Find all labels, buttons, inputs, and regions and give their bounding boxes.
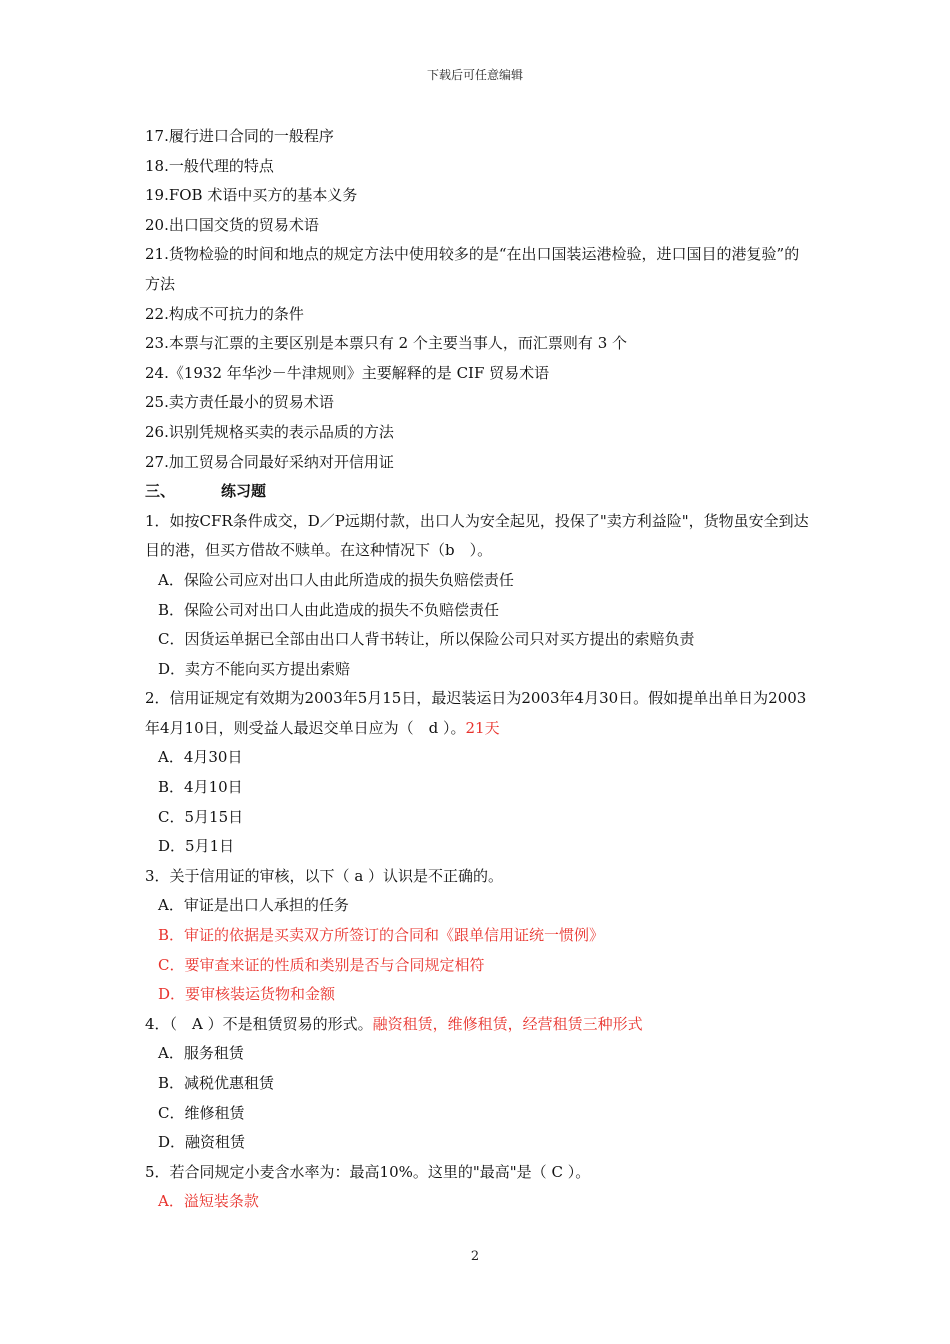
list-item: 22.构成不可抗力的条件 (145, 304, 304, 323)
answer-option: C．维修租赁 (158, 1103, 245, 1122)
answer-option: C．因货运单据已全部由出口人背书转让，所以保险公司只对买方提出的索赔负责 (158, 630, 695, 649)
answer-option-highlighted: D．要审核装运货物和金额 (158, 985, 336, 1004)
answer-option: B．保险公司对出口人由此造成的损失不负赔偿责任 (158, 600, 500, 619)
section-title: 练习题 (221, 482, 267, 501)
question-stem: 5．若合同规定小麦含水率为：最高10%。这里的"最高"是（ C ）。 (145, 1162, 591, 1181)
answer-option: A．4月30日 (158, 748, 243, 767)
answer-note: 21天 (465, 718, 500, 737)
answer-option: A．服务租赁 (158, 1044, 244, 1063)
list-item: 23.本票与汇票的主要区别是本票只有 2 个主要当事人，而汇票则有 3 个 (145, 334, 628, 353)
question-stem: 3．关于信用证的审核，以下（ a ）认识是不正确的。 (145, 866, 504, 885)
list-item: 18.一般代理的特点 (145, 156, 274, 175)
list-item: 25.卖方责任最小的贸易术语 (145, 393, 334, 412)
document-body (145, 122, 810, 1217)
answer-option: B．4月10日 (158, 778, 243, 797)
list-item: 19.FOB 术语中买方的基本义务 (145, 186, 358, 205)
page-number: 2 (470, 1249, 480, 1264)
question-text: 2．信用证规定有效期为2003年5月15日，最迟装运日为2003年4月30日。假如提单出单日为2003年4月10日，则受益人最迟交单日应为（ d ）。 (145, 689, 807, 737)
list-item: 17.履行进口合同的一般程序 (145, 127, 334, 145)
list-item: 24.《1932 年华沙－牛津规则》主要解释的是 CIF 贸易术语 (145, 363, 550, 382)
list-item: 26.识别凭规格买卖的表示品质的方法 (145, 422, 394, 441)
answer-option: C．5月15日 (158, 807, 244, 826)
answer-option: D．融资租赁 (158, 1133, 246, 1152)
answer-option: D．卖方不能向买方提出索赔 (158, 659, 351, 678)
answer-option-highlighted: B．审证的依据是买卖双方所签订的合同和《跟单信用证统一惯例》 (158, 926, 605, 945)
list-item: 27.加工贸易合同最好采纳对开信用证 (145, 452, 394, 471)
page-header: 下载后可任意编辑 (426, 68, 523, 82)
section-number: 三、 (145, 482, 176, 501)
answer-option: D．5月1日 (158, 837, 235, 856)
answer-option-highlighted: A．溢短装条款 (158, 1192, 259, 1211)
question-text: 4．（ A ）不是租赁贸易的形式。 (145, 1014, 373, 1033)
list-item: 21.货物检验的时间和地点的规定方法中使用较多的是“在出口国装运港检验，进口国目的港复验”的方法 (145, 245, 800, 293)
section-heading (145, 477, 810, 507)
answer-option: B．减税优惠租赁 (158, 1074, 275, 1092)
answer-option: A．保险公司应对出口人由此所造成的损失负赔偿责任 (158, 570, 514, 589)
question-stem (145, 1010, 810, 1040)
answer-option-highlighted: C．要审查来证的性质和类别是否与合同规定相符 (158, 955, 485, 974)
list-item: 20.出口国交货的贸易术语 (145, 215, 319, 234)
question-stem (145, 684, 810, 743)
question-stem: 1．如按CFR条件成交，D／P远期付款，出口人为安全起见，投保了"卖方利益险"，货物虽安全到达目的港，但买方借故不赎单。在这种情况下（b ）。 (145, 511, 809, 560)
answer-option: A．审证是出口人承担的任务 (158, 896, 349, 915)
answer-note: 融资租赁，维修租赁，经营租赁三种形式 (372, 1014, 643, 1033)
